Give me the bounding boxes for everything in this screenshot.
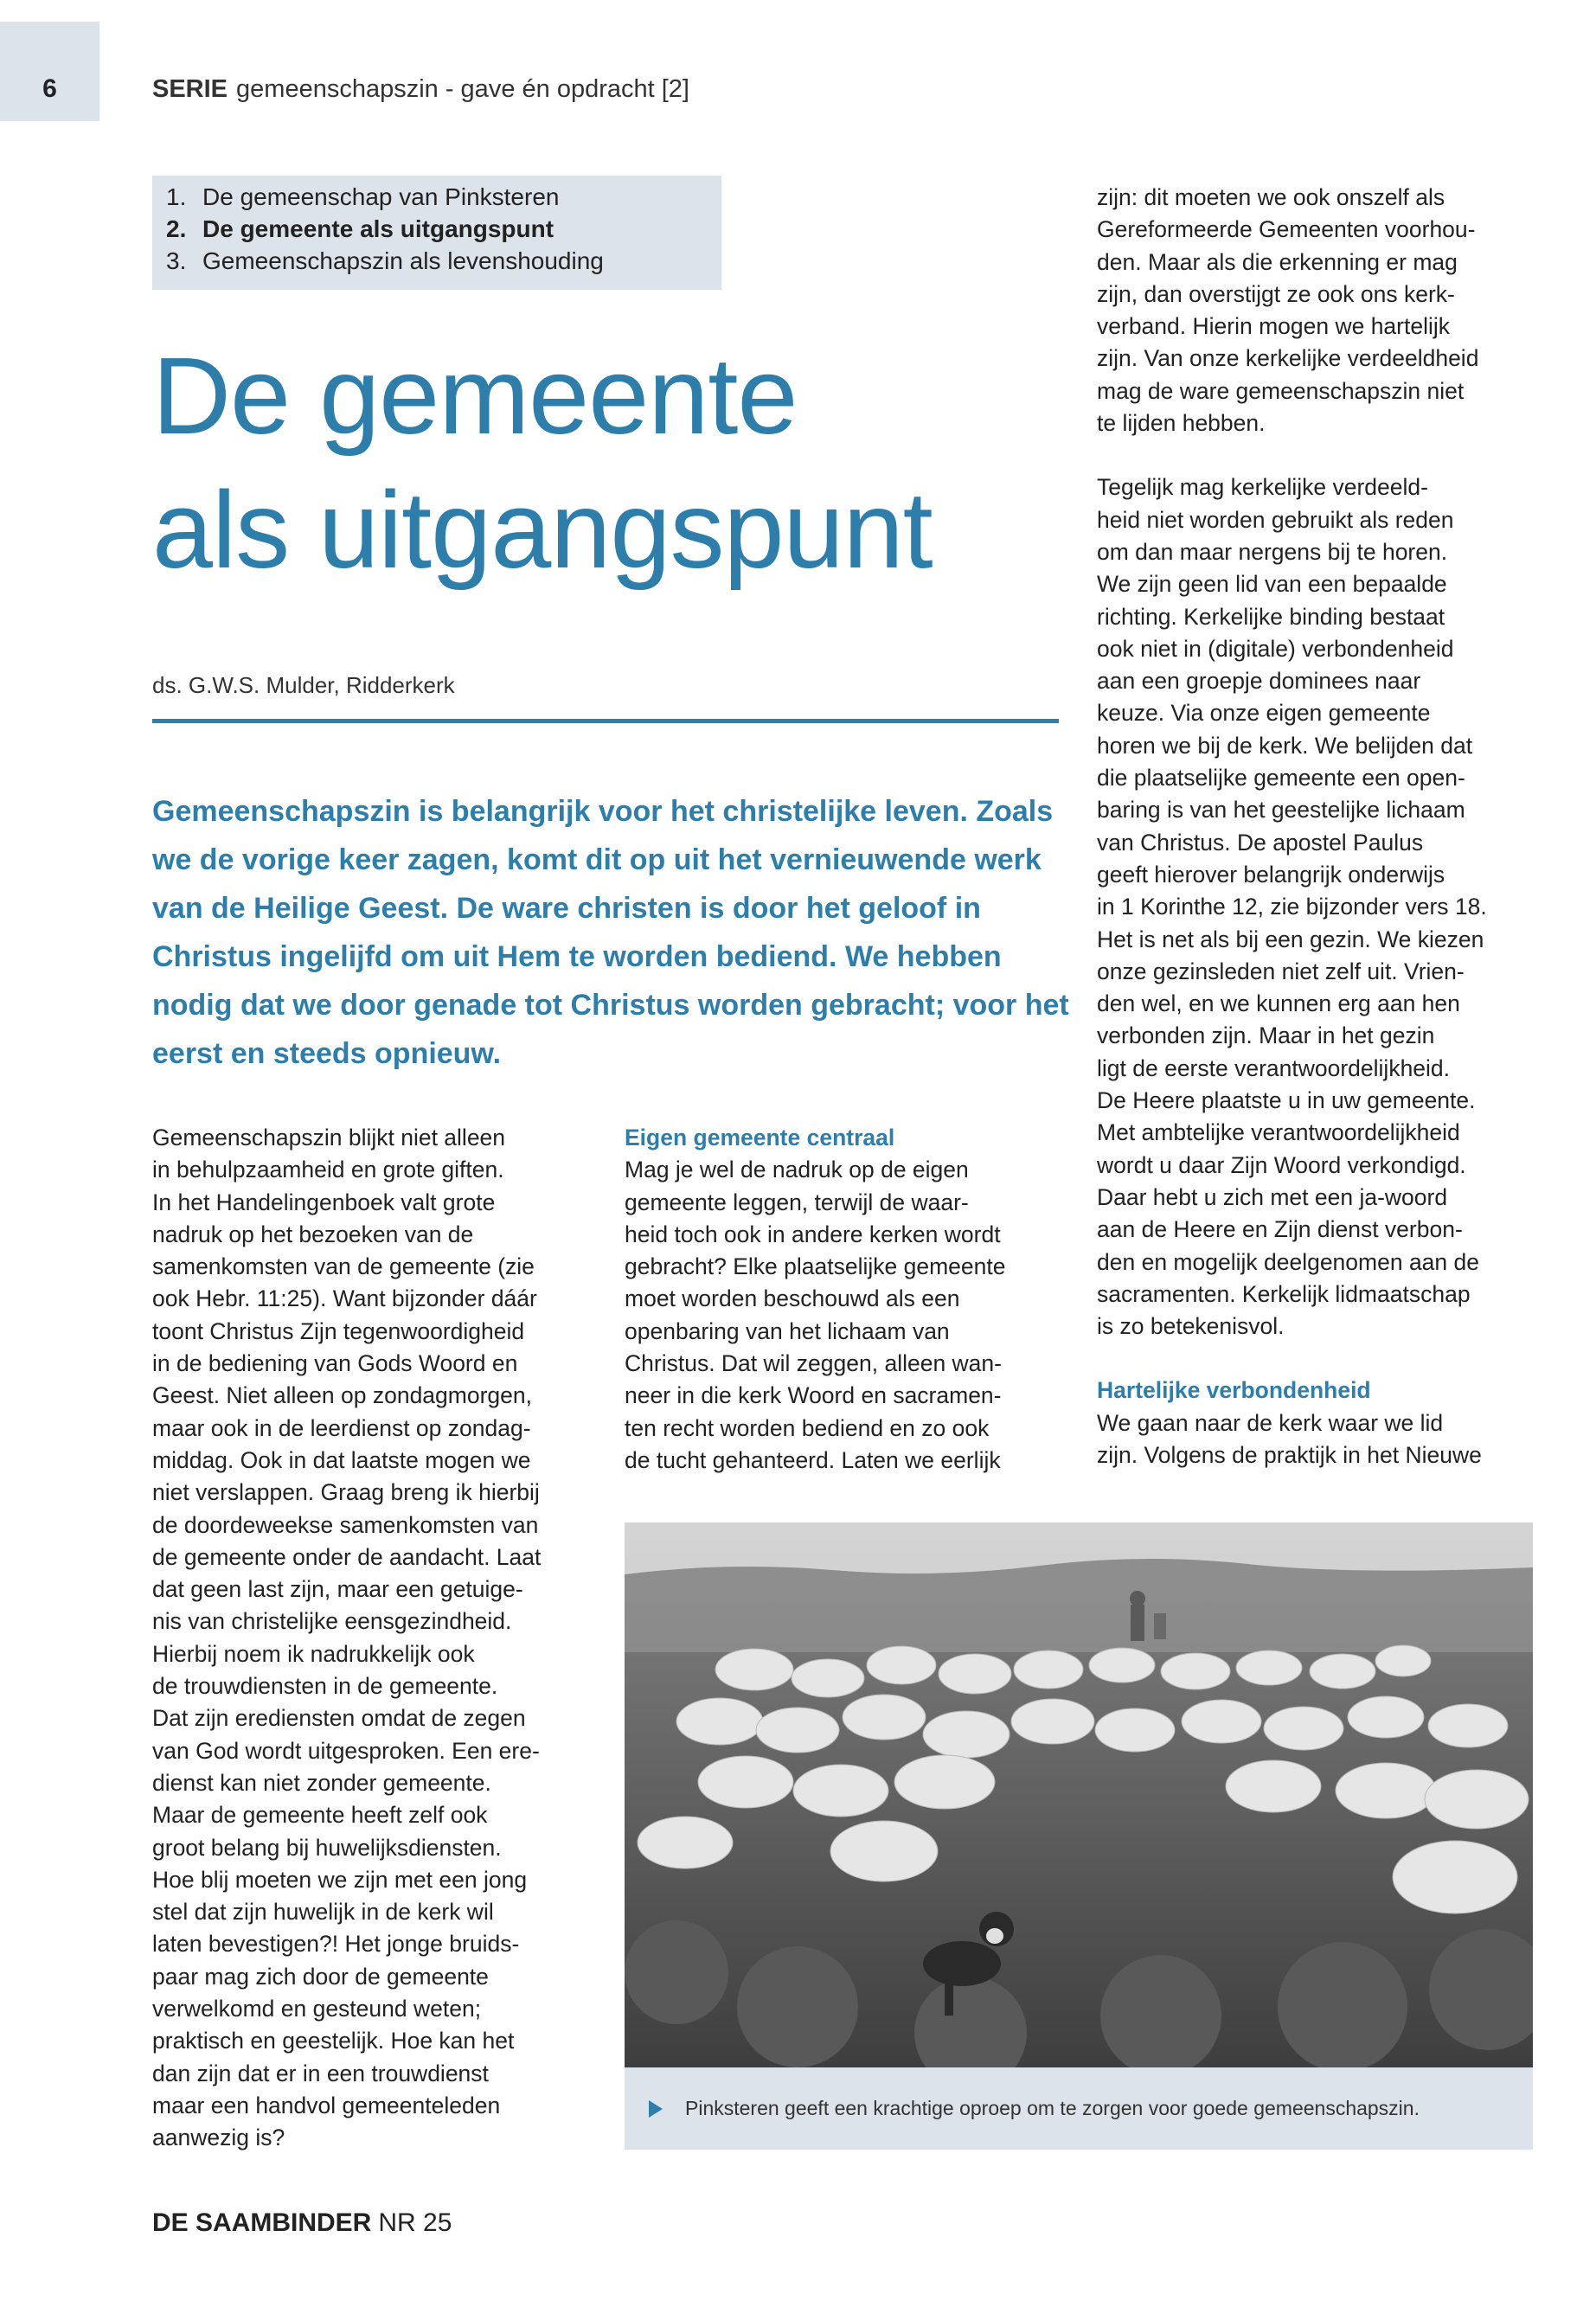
text-line: in de bediening van Gods Woord en	[152, 1350, 518, 1377]
series-header	[152, 75, 689, 104]
text-line: sacramenten. Kerkelijk lidmaatschap	[1097, 1280, 1471, 1307]
sheep-flock-photo	[625, 1522, 1533, 2067]
text-line: den en mogelijk deelgenomen aan de	[1097, 1248, 1479, 1275]
text-line: den wel, en we kunnen erg aan hen	[1097, 990, 1460, 1017]
text-line: Dat zijn erediensten omdat de zegen	[152, 1705, 526, 1732]
text-line: van Christus. De apostel Paulus	[1097, 829, 1424, 856]
text-line: moet worden beschouwd als een	[625, 1285, 960, 1312]
text-line: wordt u daar Zijn Woord verkondigd.	[1097, 1151, 1466, 1178]
text-line: zijn. Volgens de praktijk in het Nieuwe	[1097, 1441, 1482, 1468]
text-line: ligt de eerste verantwoordelijkheid.	[1097, 1054, 1451, 1081]
text-line: aan een groepje dominees naar	[1097, 668, 1421, 695]
toc-item: 1. De gemeenschap van Pinksteren	[166, 183, 560, 210]
text-line: is zo betekenisvol.	[1097, 1313, 1285, 1340]
text-line: dan zijn dat er in een trouwdienst	[152, 2060, 489, 2086]
text-line: heid niet worden gebruikt als reden	[1097, 506, 1454, 533]
series-label: SERIE	[152, 75, 228, 103]
text-line: maar ook in de leerdienst op zondag-	[152, 1414, 531, 1441]
text-line: Hierbij noem ik nadrukkelijk ook	[152, 1640, 475, 1667]
text-line: Met ambtelijke verantwoordelijkheid	[1097, 1119, 1460, 1146]
text-line: De Heere plaatste u in uw gemeente.	[1097, 1087, 1476, 1114]
text-line: In het Handelingenboek valt grote	[152, 1189, 496, 1215]
text-line: die plaatselijke gemeente een open-	[1097, 765, 1465, 792]
caption-arrow-icon	[649, 2100, 663, 2118]
text-line: aan de Heere en Zijn dienst verbon-	[1097, 1216, 1463, 1243]
author-byline: ds. G.W.S. Mulder, Ridderkerk	[152, 672, 455, 698]
caption-text: Pinksteren geeft een krachtige oproep om te zorgen voor goede gemeenschapszin.	[685, 2097, 1420, 2119]
text-line: Hoe blij moeten we zijn met een jong	[152, 1866, 528, 1893]
text-line: We gaan naar de kerk waar we lid	[1097, 1409, 1444, 1436]
text-line: zijn, dan overstijgt ze ook ons kerk-	[1097, 280, 1455, 307]
body-column-1	[152, 1122, 602, 2155]
text-line: openbaring van het lichaam van	[625, 1317, 950, 1344]
text-line: geeft hierover belangrijk onderwijs	[1097, 861, 1445, 888]
text-line: verband. Hierin mogen we hartelijk	[1097, 313, 1451, 340]
text-line: paar mag zich door de gemeente	[152, 1963, 489, 1990]
text-line: verbonden zijn. Maar in het gezin	[1097, 1022, 1435, 1049]
text-line: Christus. Dat wil zeggen, alleen wan-	[625, 1350, 1002, 1377]
text-line: verwelkomd en gesteund weten;	[152, 1996, 482, 2022]
text-line: richting. Kerkelijke binding bestaat	[1097, 603, 1445, 630]
text-line: ook Hebr. 11:25). Want bijzonder dáár	[152, 1285, 537, 1312]
title-line: als uitgangspunt	[152, 469, 933, 591]
title-line: De gemeente	[152, 335, 798, 457]
text-line: Het is net als bij een gezin. We kiezen	[1097, 926, 1484, 952]
text-line: mag de ware gemeenschapszin niet	[1097, 377, 1465, 404]
text-line: neer in die kerk Woord en sacramen-	[625, 1382, 1002, 1409]
text-line: gebracht? Elke plaatselijke gemeente	[625, 1253, 1006, 1280]
toc-item-current: 2. De gemeente als uitgangspunt	[166, 215, 554, 242]
text-line: dat geen last zijn, maar een getuige-	[152, 1576, 523, 1603]
article-title	[152, 329, 933, 597]
issue-number: NR 25	[378, 2208, 452, 2237]
photo-caption	[625, 2067, 1533, 2150]
text-line: baring is van het geestelijke lichaam	[1097, 797, 1465, 824]
page-number: 6	[0, 22, 99, 121]
text-line: keuze. Via onze eigen gemeente	[1097, 700, 1431, 727]
divider-rule	[152, 719, 1059, 723]
text-line: nis van christelijke eensgezindheid.	[152, 1608, 512, 1635]
section-heading: Hartelijke verbondenheid	[1097, 1377, 1371, 1404]
text-line: de tucht gehanteerd. Laten we eerlijk	[625, 1446, 1001, 1473]
text-line: Gereformeerde Gemeenten voorhou-	[1097, 216, 1476, 243]
text-line: te lijden hebben.	[1097, 410, 1266, 437]
text-line: nadruk op het bezoeken van de	[152, 1221, 474, 1247]
body-column-3	[1097, 182, 1564, 1471]
text-line: de doordeweekse samenkomsten van	[152, 1511, 539, 1538]
text-line: onze gezinsleden niet zelf uit. Vrien-	[1097, 958, 1465, 984]
text-line: toont Christus Zijn tegenwoordigheid	[152, 1317, 525, 1344]
text-line: groot belang bij huwelijksdiensten.	[152, 1834, 502, 1861]
text-line: zijn. Van onze kerkelijke verdeeldheid	[1097, 345, 1479, 372]
text-line: Mag je wel de nadruk op de eigen	[625, 1157, 969, 1183]
magazine-name: DE SAAMBINDER	[152, 2208, 372, 2237]
text-line: om dan maar nergens bij te horen.	[1097, 538, 1448, 565]
text-line: ook niet in (digitale) verbondenheid	[1097, 635, 1454, 662]
text-line: Gemeenschapszin blijkt niet alleen	[152, 1125, 506, 1150]
text-line: de gemeente onder de aandacht. Laat	[152, 1543, 542, 1570]
magazine-footer	[152, 2208, 452, 2238]
text-line: in 1 Korinthe 12, zie bijzonder vers 18.	[1097, 894, 1487, 920]
text-line: horen we bij de kerk. We belijden dat	[1097, 732, 1473, 759]
text-line: heid toch ook in andere kerken wordt	[625, 1221, 1001, 1247]
text-line: laten bevestigen?! Het jonge bruids-	[152, 1931, 520, 1958]
text-line: den. Maar als die erkenning er mag	[1097, 248, 1458, 275]
text-line: dienst kan niet zonder gemeente.	[152, 1769, 491, 1796]
text-line: zijn: dit moeten we ook onszelf als	[1097, 184, 1445, 210]
toc-item: 3. Gemeenschapszin als levenshouding	[166, 247, 604, 274]
text-line: middag. Ook in dat laatste mogen we	[152, 1446, 531, 1473]
series-title: gemeenschapszin - gave én opdracht [2]	[236, 75, 689, 103]
text-line: in behulpzaamheid en grote giften.	[152, 1157, 504, 1183]
text-line: van God wordt uitgesproken. Een ere-	[152, 1737, 540, 1764]
text-line: ten recht worden bediend en zo ook	[625, 1414, 990, 1441]
intro-paragraph: Gemeenschapszin is belangrijk voor het christelijke leven. Zoals we de vorige keer zagen, komt dit op uit het vernieuwende werk van de Heilige Geest. De ware christen is door het geloof in Christus ingelijfd om uit Hem te worden bediend. We hebben nodig dat we door genade tot Christus worden gebracht; voor het eerst en steeds opnieuw.	[152, 795, 1069, 1070]
text-line: Geest. Niet alleen op zondagmorgen,	[152, 1382, 532, 1409]
text-line: niet verslappen. Graag breng ik hierbij	[152, 1479, 540, 1506]
text-line: aanwezig is?	[152, 2125, 285, 2151]
text-line: maar een handvol gemeenteleden	[152, 2092, 501, 2118]
text-line: Maar de gemeente heeft zelf ook	[152, 1802, 488, 1829]
section-heading: Eigen gemeente centraal	[625, 1125, 895, 1150]
text-line: de trouwdiensten in de gemeente.	[152, 1673, 498, 1700]
text-line: stel dat zijn huwelijk in de kerk wil	[152, 1899, 494, 1926]
text-line: praktisch en geestelijk. Hoe kan het	[152, 2028, 515, 2054]
series-toc	[152, 176, 721, 290]
text-line: samenkomsten van de gemeente (zie	[152, 1253, 535, 1280]
text-line: Tegelijk mag kerkelijke verdeeld-	[1097, 474, 1428, 501]
text-line: gemeente leggen, terwijl de waar-	[625, 1189, 969, 1215]
body-column-2	[625, 1122, 1074, 1477]
text-line: We zijn geen lid van een bepaalde	[1097, 571, 1447, 598]
text-line: Daar hebt u zich met een ja-woord	[1097, 1183, 1448, 1210]
